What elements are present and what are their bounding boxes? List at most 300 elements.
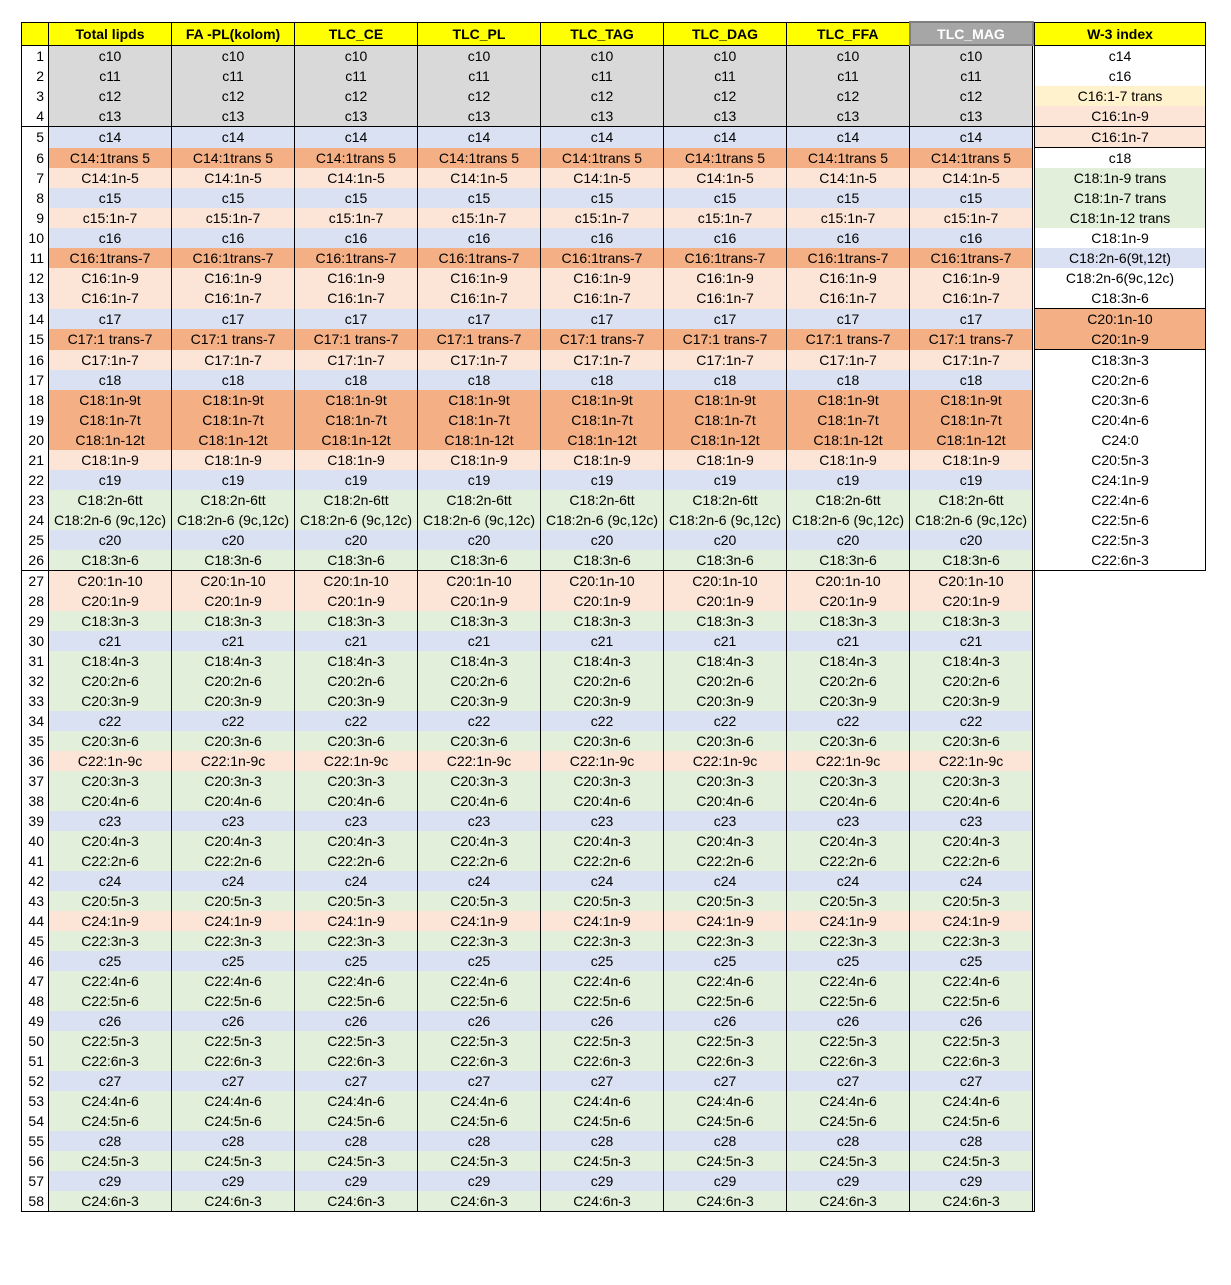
cell-tlc-tag: c16 [541,228,664,248]
cell-tlc-tag: c29 [541,1171,664,1191]
cell-tlc-ffa: c20 [787,530,910,550]
cell-fa-pl-kolom: C20:2n-6 [172,671,295,691]
cell-tlc-mag: c10 [910,45,1033,66]
cell-tlc-mag: c19 [910,470,1033,490]
cell-total-lipids: c18 [49,370,172,390]
cell-tlc-dag: c19 [664,470,787,490]
table-row [22,1091,1206,1111]
cell-tlc-mag: C18:1n-12t [910,430,1033,450]
cell-tlc-mag: C14:1n-5 [910,168,1033,188]
cell-tlc-dag: c26 [664,1011,787,1031]
cell-tlc-mag: C22:3n-3 [910,931,1033,951]
cell-fa-pl-kolom: C24:4n-6 [172,1091,295,1111]
row-number: 13 [22,288,49,309]
table-row [22,1011,1206,1031]
fatty-acid-table [21,21,1206,1212]
row-number: 36 [22,751,49,771]
cell-fa-pl-kolom: C17:1 trans-7 [172,329,295,350]
empty-cell [1035,1111,1206,1131]
cell-tlc-pl: c22 [418,711,541,731]
cell-tlc-tag: C22:5n-3 [541,1031,664,1051]
empty-cell [1035,971,1206,991]
table-row [22,1171,1206,1191]
cell-tlc-ffa: C22:5n-3 [787,1031,910,1051]
cell-tlc-pl: C20:2n-6 [418,671,541,691]
row-number: 2 [22,66,49,86]
cell-tlc-tag: C17:1 trans-7 [541,329,664,350]
cell-tlc-mag: C24:4n-6 [910,1091,1033,1111]
cell-tlc-dag: C22:6n-3 [664,1051,787,1071]
table-row [22,971,1206,991]
cell-tlc-dag: C22:5n-3 [664,1031,787,1051]
row-number: 53 [22,1091,49,1111]
table-row [22,370,1206,390]
w3-index-cell: C16:1n-7 [1035,127,1206,148]
cell-total-lipids: C24:5n-3 [49,1151,172,1171]
cell-tlc-ce: C20:3n-6 [295,731,418,751]
cell-tlc-ffa: C18:4n-3 [787,651,910,671]
row-number: 42 [22,871,49,891]
cell-tlc-ce: c15 [295,188,418,208]
row-number: 23 [22,490,49,510]
cell-tlc-pl: C20:4n-3 [418,831,541,851]
cell-tlc-pl: C24:5n-3 [418,1151,541,1171]
w3-index-cell: C22:6n-3 [1035,550,1206,571]
cell-tlc-tag: c21 [541,631,664,651]
empty-cell [1035,871,1206,891]
table-row [22,1131,1206,1151]
cell-fa-pl-kolom: c23 [172,811,295,831]
row-number: 19 [22,410,49,430]
cell-tlc-tag: c22 [541,711,664,731]
table-row [22,550,1206,571]
cell-tlc-pl: C18:2n-6tt [418,490,541,510]
table-row [22,911,1206,931]
cell-tlc-pl: C18:2n-6 (9c,12c) [418,510,541,530]
row-number: 3 [22,86,49,106]
empty-cell [1035,611,1206,631]
cell-tlc-ce: c15:1n-7 [295,208,418,228]
header-tlc-pl: TLC_PL [418,22,541,45]
row-number: 16 [22,350,49,371]
cell-tlc-ffa: C20:5n-3 [787,891,910,911]
row-number: 8 [22,188,49,208]
empty-cell [1035,731,1206,751]
row-number: 32 [22,671,49,691]
cell-tlc-ce: c11 [295,66,418,86]
cell-tlc-ce: C18:1n-9t [295,390,418,410]
cell-tlc-ffa: C18:3n-3 [787,611,910,631]
cell-tlc-dag: C22:4n-6 [664,971,787,991]
cell-fa-pl-kolom: c18 [172,370,295,390]
cell-tlc-ffa: C20:3n-9 [787,691,910,711]
cell-tlc-tag: C22:4n-6 [541,971,664,991]
cell-tlc-pl: C22:4n-6 [418,971,541,991]
row-number: 35 [22,731,49,751]
cell-tlc-dag: c17 [664,309,787,330]
cell-total-lipids: c16 [49,228,172,248]
cell-tlc-ce: C20:3n-9 [295,691,418,711]
cell-tlc-dag: C18:1n-9t [664,390,787,410]
row-number: 7 [22,168,49,188]
cell-total-lipids: c15:1n-7 [49,208,172,228]
table-row [22,490,1206,510]
cell-tlc-mag: C22:4n-6 [910,971,1033,991]
cell-tlc-ffa: c27 [787,1071,910,1091]
empty-cell [1035,791,1206,811]
row-number: 31 [22,651,49,671]
cell-tlc-pl: C24:5n-6 [418,1111,541,1131]
table-row [22,288,1206,309]
cell-tlc-tag: C17:1n-7 [541,350,664,371]
cell-tlc-pl: C20:1n-9 [418,591,541,611]
cell-tlc-ffa: c28 [787,1131,910,1151]
cell-tlc-mag: c27 [910,1071,1033,1091]
row-number: 33 [22,691,49,711]
row-number: 10 [22,228,49,248]
cell-tlc-dag: c25 [664,951,787,971]
cell-total-lipids: C18:1n-12t [49,430,172,450]
row-number: 27 [22,571,49,592]
cell-tlc-dag: C17:1n-7 [664,350,787,371]
empty-cell [1035,1151,1206,1171]
table-row [22,268,1206,288]
cell-tlc-tag: C18:1n-9t [541,390,664,410]
table-row [22,951,1206,971]
header-fa-pl-kolom: FA -PL(kolom) [172,22,295,45]
cell-tlc-ce: c16 [295,228,418,248]
table-row [22,791,1206,811]
w3-index-cell: C18:3n-6 [1035,288,1206,309]
cell-tlc-tag: C22:6n-3 [541,1051,664,1071]
cell-tlc-ce: C20:1n-9 [295,591,418,611]
cell-tlc-pl: c11 [418,66,541,86]
cell-tlc-dag: C22:3n-3 [664,931,787,951]
cell-total-lipids: C16:1trans-7 [49,248,172,268]
cell-tlc-pl: C18:3n-6 [418,550,541,571]
cell-tlc-ffa: c13 [787,106,910,127]
w3-index-cell: C22:5n-6 [1035,510,1206,530]
cell-tlc-dag: c27 [664,1071,787,1091]
cell-tlc-dag: c15 [664,188,787,208]
cell-tlc-tag: C20:3n-6 [541,731,664,751]
cell-total-lipids: c26 [49,1011,172,1031]
cell-tlc-tag: C20:2n-6 [541,671,664,691]
cell-tlc-ffa: C16:1trans-7 [787,248,910,268]
cell-tlc-pl: C18:4n-3 [418,651,541,671]
cell-tlc-pl: C18:1n-9 [418,450,541,470]
empty-cell [1035,671,1206,691]
cell-tlc-pl: c17 [418,309,541,330]
table-row [22,751,1206,771]
cell-tlc-tag: c11 [541,66,664,86]
table-row [22,228,1206,248]
cell-tlc-ffa: C22:4n-6 [787,971,910,991]
cell-tlc-dag: C20:4n-3 [664,831,787,851]
cell-tlc-ce: c20 [295,530,418,550]
cell-tlc-pl: c14 [418,127,541,148]
w3-index-cell: C18:1n-9 trans [1035,168,1206,188]
cell-tlc-ffa: c19 [787,470,910,490]
cell-total-lipids: C20:4n-6 [49,791,172,811]
cell-tlc-ffa: C18:1n-9 [787,450,910,470]
cell-total-lipids: C22:1n-9c [49,751,172,771]
empty-cell [1035,1171,1206,1191]
w3-index-cell: C20:1n-10 [1035,309,1206,330]
cell-fa-pl-kolom: C16:1n-7 [172,288,295,309]
cell-tlc-pl: C16:1n-9 [418,268,541,288]
cell-fa-pl-kolom: C18:1n-7t [172,410,295,430]
cell-tlc-mag: C24:6n-3 [910,1191,1033,1212]
cell-tlc-mag: C18:2n-6 (9c,12c) [910,510,1033,530]
empty-cell [1035,571,1206,592]
cell-tlc-dag: C18:3n-6 [664,550,787,571]
empty-cell [1035,751,1206,771]
cell-tlc-pl: C22:2n-6 [418,851,541,871]
cell-tlc-ffa: C20:3n-3 [787,771,910,791]
cell-fa-pl-kolom: C18:1n-9 [172,450,295,470]
cell-tlc-dag: c18 [664,370,787,390]
cell-tlc-ffa: c25 [787,951,910,971]
table-row [22,390,1206,410]
row-number: 6 [22,148,49,169]
empty-cell [1035,1191,1206,1212]
cell-tlc-pl: C24:4n-6 [418,1091,541,1111]
cell-tlc-ce: c21 [295,631,418,651]
cell-tlc-dag: c21 [664,631,787,651]
row-number: 44 [22,911,49,931]
cell-tlc-ffa: C22:1n-9c [787,751,910,771]
cell-tlc-mag: c14 [910,127,1033,148]
cell-tlc-pl: c12 [418,86,541,106]
cell-total-lipids: C20:1n-9 [49,591,172,611]
w3-index-cell: C20:1n-9 [1035,329,1206,350]
cell-tlc-pl: c21 [418,631,541,651]
cell-total-lipids: C20:1n-10 [49,571,172,592]
cell-tlc-pl: c15:1n-7 [418,208,541,228]
cell-tlc-ffa: c17 [787,309,910,330]
cell-fa-pl-kolom: c10 [172,45,295,66]
cell-tlc-mag: C14:1trans 5 [910,148,1033,169]
cell-tlc-ce: C24:6n-3 [295,1191,418,1212]
cell-tlc-dag: C24:1n-9 [664,911,787,931]
cell-fa-pl-kolom: c15 [172,188,295,208]
cell-tlc-dag: c14 [664,127,787,148]
cell-tlc-tag: c24 [541,871,664,891]
row-number: 12 [22,268,49,288]
cell-tlc-ce: C22:4n-6 [295,971,418,991]
cell-tlc-ce: C18:3n-3 [295,611,418,631]
cell-tlc-dag: C16:1trans-7 [664,248,787,268]
cell-tlc-dag: C20:3n-3 [664,771,787,791]
cell-tlc-pl: c24 [418,871,541,891]
cell-tlc-pl: C14:1trans 5 [418,148,541,169]
empty-cell [1035,1131,1206,1151]
cell-tlc-dag: C24:5n-3 [664,1151,787,1171]
table-row [22,1151,1206,1171]
cell-tlc-mag: C16:1trans-7 [910,248,1033,268]
cell-tlc-mag: c17 [910,309,1033,330]
cell-total-lipids: c12 [49,86,172,106]
cell-tlc-pl: C24:1n-9 [418,911,541,931]
cell-tlc-mag: C16:1n-9 [910,268,1033,288]
cell-tlc-ffa: C18:2n-6tt [787,490,910,510]
cell-tlc-tag: C22:5n-6 [541,991,664,1011]
cell-tlc-ce: C20:4n-6 [295,791,418,811]
cell-tlc-ffa: c22 [787,711,910,731]
cell-fa-pl-kolom: C22:6n-3 [172,1051,295,1071]
cell-tlc-ffa: C24:4n-6 [787,1091,910,1111]
cell-tlc-mag: C24:5n-3 [910,1151,1033,1171]
cell-total-lipids: C17:1n-7 [49,350,172,371]
w3-index-cell: c14 [1035,45,1206,66]
cell-tlc-mag: C22:5n-3 [910,1031,1033,1051]
cell-tlc-dag: C18:2n-6tt [664,490,787,510]
cell-tlc-dag: C20:1n-10 [664,571,787,592]
header-tlc-mag[interactable]: TLC_MAG [910,22,1033,45]
table-row [22,106,1206,127]
header-tlc-ffa: TLC_FFA [787,22,910,45]
cell-tlc-tag: C18:1n-7t [541,410,664,430]
w3-index-cell: C16:1-7 trans [1035,86,1206,106]
table-row [22,851,1206,871]
cell-fa-pl-kolom: c13 [172,106,295,127]
table-row [22,168,1206,188]
empty-cell [1035,1091,1206,1111]
cell-tlc-mag: c23 [910,811,1033,831]
cell-tlc-ffa: C18:1n-7t [787,410,910,430]
cell-tlc-tag: C18:1n-12t [541,430,664,450]
cell-total-lipids: c24 [49,871,172,891]
cell-tlc-ffa: C22:3n-3 [787,931,910,951]
cell-tlc-mag: C22:5n-6 [910,991,1033,1011]
cell-tlc-ffa: c15 [787,188,910,208]
cell-tlc-dag: C20:3n-6 [664,731,787,751]
row-number: 22 [22,470,49,490]
cell-fa-pl-kolom: c29 [172,1171,295,1191]
cell-tlc-dag: C17:1 trans-7 [664,329,787,350]
cell-tlc-tag: c13 [541,106,664,127]
row-number: 55 [22,1131,49,1151]
table-row [22,731,1206,751]
cell-tlc-ce: C18:4n-3 [295,651,418,671]
cell-tlc-ffa: C24:6n-3 [787,1191,910,1212]
cell-tlc-ce: C18:1n-12t [295,430,418,450]
cell-tlc-pl: C22:5n-6 [418,991,541,1011]
row-number: 43 [22,891,49,911]
cell-total-lipids: c10 [49,45,172,66]
cell-total-lipids: c17 [49,309,172,330]
cell-total-lipids: C24:1n-9 [49,911,172,931]
cell-tlc-pl: c29 [418,1171,541,1191]
cell-tlc-pl: C20:3n-6 [418,731,541,751]
cell-fa-pl-kolom: C24:1n-9 [172,911,295,931]
cell-tlc-dag: C18:2n-6 (9c,12c) [664,510,787,530]
cell-tlc-tag: C20:4n-6 [541,791,664,811]
w3-index-cell: C20:2n-6 [1035,370,1206,390]
cell-total-lipids: C18:1n-9t [49,390,172,410]
cell-total-lipids: C14:1n-5 [49,168,172,188]
cell-fa-pl-kolom: C22:5n-3 [172,1031,295,1051]
cell-tlc-dag: C18:1n-7t [664,410,787,430]
cell-tlc-pl: C20:5n-3 [418,891,541,911]
cell-tlc-tag: C22:2n-6 [541,851,664,871]
cell-total-lipids: c22 [49,711,172,731]
cell-tlc-tag: c17 [541,309,664,330]
table-row [22,1111,1206,1131]
cell-tlc-ce: C22:5n-6 [295,991,418,1011]
table-row [22,1031,1206,1051]
w3-index-cell: C18:1n-9 [1035,228,1206,248]
cell-tlc-ffa: C20:2n-6 [787,671,910,691]
cell-tlc-ce: C18:1n-7t [295,410,418,430]
cell-tlc-mag: C18:3n-6 [910,550,1033,571]
cell-tlc-dag: C14:1n-5 [664,168,787,188]
cell-tlc-mag: C20:1n-9 [910,591,1033,611]
cell-tlc-ce: C16:1trans-7 [295,248,418,268]
row-number: 58 [22,1191,49,1212]
cell-fa-pl-kolom: C18:1n-9t [172,390,295,410]
cell-tlc-dag: C20:3n-9 [664,691,787,711]
table-row [22,711,1206,731]
cell-tlc-pl: c19 [418,470,541,490]
cell-tlc-ffa: C24:5n-3 [787,1151,910,1171]
table-row [22,651,1206,671]
cell-tlc-pl: C16:1trans-7 [418,248,541,268]
cell-tlc-dag: c28 [664,1131,787,1151]
cell-tlc-mag: c20 [910,530,1033,550]
cell-fa-pl-kolom: c22 [172,711,295,731]
cell-tlc-ce: C18:2n-6 (9c,12c) [295,510,418,530]
cell-tlc-ffa: C16:1n-7 [787,288,910,309]
cell-tlc-tag: C18:2n-6 (9c,12c) [541,510,664,530]
row-number: 20 [22,430,49,450]
row-number: 11 [22,248,49,268]
cell-fa-pl-kolom: C20:3n-3 [172,771,295,791]
cell-tlc-pl: C22:3n-3 [418,931,541,951]
cell-tlc-pl: C17:1n-7 [418,350,541,371]
cell-tlc-mag: C22:2n-6 [910,851,1033,871]
row-number: 15 [22,329,49,350]
cell-tlc-ffa: c23 [787,811,910,831]
cell-tlc-pl: C20:3n-3 [418,771,541,791]
row-number: 28 [22,591,49,611]
cell-fa-pl-kolom: C17:1n-7 [172,350,295,371]
cell-tlc-mag: c13 [910,106,1033,127]
cell-tlc-ffa: c18 [787,370,910,390]
cell-fa-pl-kolom: c20 [172,530,295,550]
table-row [22,470,1206,490]
cell-tlc-dag: C24:6n-3 [664,1191,787,1212]
cell-tlc-mag: c25 [910,951,1033,971]
cell-total-lipids: C20:3n-6 [49,731,172,751]
table-row [22,891,1206,911]
row-number: 5 [22,127,49,148]
cell-tlc-ce: c14 [295,127,418,148]
cell-tlc-mag: c15 [910,188,1033,208]
cell-tlc-ce: C24:1n-9 [295,911,418,931]
cell-tlc-pl: c15 [418,188,541,208]
cell-tlc-ce: C14:1trans 5 [295,148,418,169]
cell-total-lipids: C20:4n-3 [49,831,172,851]
cell-tlc-ffa: c29 [787,1171,910,1191]
table-row [22,208,1206,228]
empty-cell [1035,911,1206,931]
row-number: 30 [22,631,49,651]
cell-tlc-tag: C18:3n-6 [541,550,664,571]
header-row [22,22,1206,45]
cell-total-lipids: C18:1n-7t [49,410,172,430]
